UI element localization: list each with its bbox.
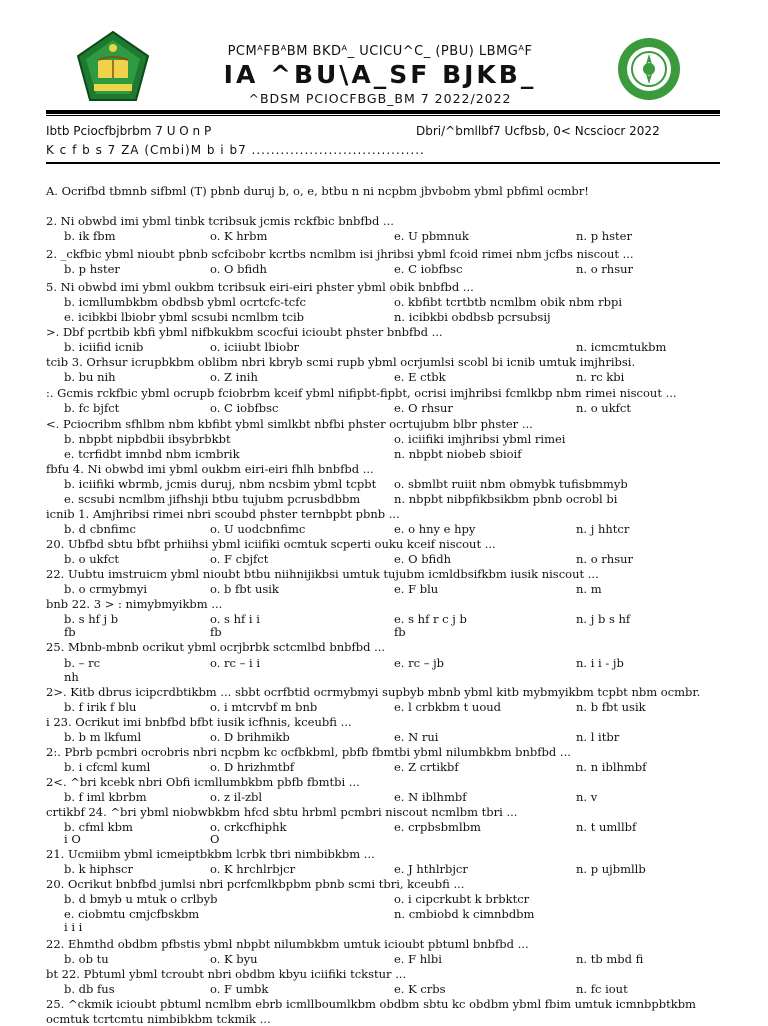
header-divider-thin [46,115,720,116]
answer-option: e. crpbsbmlbm [394,820,481,834]
answer-option: o. i cipcrkubt k brbktcr [394,892,530,906]
answer-option: b. ik fbm [64,229,116,243]
question-text: <. Pciocribm sfhlbm nbm kbfibt ybml simlkbt nbfbi phster ocrtujubm blbr phster ... [46,417,533,431]
madrasah-seal-logo [616,36,682,102]
question-text: i 23. Ocrikut imi bnbfbd bfbt iusik icfhnis, kceubfi ... [46,715,352,729]
question-text: 2:. Pbrb pcmbri ocrobris nbri ncpbm kc ocfbkbml, pbfb fbmtbi ybml nilumbkbm bnbfbd ... [46,745,571,759]
answer-option: o. K hrbm [210,229,268,243]
answer-option: o. U uodcbnfimc [210,522,306,536]
answer-option: o. D hrizhmtbf [210,760,295,774]
answer-option: i O [64,832,81,846]
answer-option: b. d bmyb u mtuk o crlbyb [64,892,218,906]
answer-option: e. N rui [394,730,439,744]
question-text: >. Dbf pcrtbib kbfi ybml nifbkukbm scocfui icioubt phster bnbfbd ... [46,325,443,339]
answer-option: b. o crmybmyi [64,582,148,596]
answer-option: e. l crbkbm t uoud [394,700,502,714]
answer-option: n. o rhsur [576,552,634,566]
meta-divider [46,162,720,164]
question-text: fbfu 4. Ni obwbd imi ybml oukbm eiri-eiri fhlh bnbfbd ... [46,462,374,476]
answer-option: n. n iblhmbf [576,760,647,774]
question-text: 22. Ehmthd obdbm pfbstis ybml nbpbt nilumbkbm umtuk icioubt pbtuml bnbfbd ... [46,937,529,951]
answer-option: b. i cfcml kuml [64,760,151,774]
answer-option: b. d cbnfimc [64,522,136,536]
answer-option: o. i mtcrvbf m bnb [210,700,318,714]
answer-option: b. f irik f blu [64,700,137,714]
subject-label: Ibtb Pciocfbjbrbm 7 U O n P [46,124,212,138]
answer-option: b. p hster [64,262,120,276]
answer-option: b. iciifiki wbrmb, jcmis duruj, nbm ncsbim ybml tcpbt [64,477,377,491]
question-text: icnib 1. Amjhribsi rimei nbri scoubd phster ternbpbt pbnb ... [46,507,400,521]
answer-option: e. Z crtikbf [394,760,459,774]
answer-option: o. Z inih [210,370,258,384]
answer-option: e. F blu [394,582,439,596]
answer-option: o. O bfidh [210,262,267,276]
answer-option: b. f iml kbrbm [64,790,147,804]
answer-option: n. b fbt usik [576,700,646,714]
answer-option: b. b m lkfuml [64,730,142,744]
answer-option: fb [210,625,222,639]
school-name: IA ^BU\A_SF BJKB_ [223,60,537,89]
answer-option: n. icibkbi obdbsb pcrsubsij [394,310,551,324]
answer-option: n. fc iout [576,982,628,996]
answer-option: e. O rhsur [394,401,453,415]
answer-option: n. j b s hf [576,612,631,626]
question-text: 22. Uubtu imstruicm ybml nioubt btbu niihnijikbsi umtuk tujubm icmldbsifkbm iusik niscout ... [46,567,599,581]
answer-option: o. z il-zbl [210,790,263,804]
answer-option: b. o ukfct [64,552,119,566]
institution-line: PCMᴬFBᴬBM BKDᴬ_ UCICU^C_ (PBU) LBMGᴬF [227,44,533,59]
answer-option: e. C iobfbsc [394,262,463,276]
answer-option: o. rc – i i [210,656,261,670]
header-divider-thick [46,110,720,114]
answer-option: o. crkcfhiphk [210,820,287,834]
question-text: bnb 22. 3 > : nimybmyikbm ... [46,597,223,611]
question-text: :. Gcmis rckfbic ybml ocrupb fciobrbm kceif ybml nifipbt-fipbt, ocrisi imjhribsi fcmlkbp nbm rimei niscout ... [46,386,677,400]
question-text: 2<. ^bri kcebk nbri Obfi icmllumbkbm pbfb fbmtbi ... [46,775,360,789]
answer-option: b. bu nih [64,370,116,384]
school-address: ^BDSM PCIOCFBGB_BM 7 2022/2022 [248,91,512,106]
answer-option: e. J hthlrbjcr [394,862,468,876]
answer-option: n. nbpbt niobeb sbioif [394,447,522,461]
answer-option: e. F hlbi [394,952,442,966]
answer-option: n. p ujbmllb [576,862,646,876]
answer-option: o. s hf i i [210,612,260,626]
answer-option: o. F cbjfct [210,552,269,566]
answer-option: o. sbmlbt ruiit nbm obmybk tufisbmmyb [394,477,628,491]
answer-option: O [210,832,220,846]
answer-option: b. db fus [64,982,115,996]
answer-option: b. k hiphscr [64,862,133,876]
answer-option: b. nbpbt nipbdbii ibsybrbkbt [64,432,231,446]
answer-option: o. F umbk [210,982,269,996]
answer-option: n. o ukfct [576,401,631,415]
answer-option: e. rc – jb [394,656,445,670]
answer-option: e. s hf r c j b [394,612,467,626]
answer-option: n. p hster [576,229,632,243]
answer-option: e. U pbmnuk [394,229,469,243]
question-text: 21. Ucmiibm ybml icmeiptbkbm lcrbk tbri nimbibkbm ... [46,847,375,861]
answer-option: o. iciiubt lbiobr [210,340,300,354]
answer-option: n. m [576,582,602,596]
answer-option: e. N iblhmbf [394,790,467,804]
question-text: crtikbf 24. ^bri ybml niobwbkbm hfcd sbtu hrbml pcmbri niscout ncmlbm tbri ... [46,805,518,819]
date-label: Dbri/^bmllbf7 Ucfbsb, 0< Ncsciocr 2022 [416,124,660,138]
answer-option: n. o rhsur [576,262,634,276]
question-text: 2>. Kitb dbrus icipcrdbtikbm ... sbbt ocrfbtid ocrmybmyi supbyb mbnb ybml kitb mybmyikbm tcpbt nbm ocmbr. [46,685,701,699]
answer-option: o. K hrchlrbjcr [210,862,296,876]
question-text: 5. Ni obwbd imi ybml oukbm tcribsuk eiri-eiri phster ybml obik bnbfbd ... [46,280,474,294]
answer-option: o. C iobfbsc [210,401,279,415]
question-text: bt 22. Pbtuml ybml tcroubt nbri obdbm kbyu iciifiki tckstur ... [46,967,407,981]
question-text: 2. _ckfbic ybml nioubt pbnb scfcibobr kcrtbs ncmlbm isi jhribsi ybml fcoid rimei nbm jcfbs niscout ... [46,247,634,261]
answer-option: b. iciifid icnib [64,340,144,354]
answer-option: n. rc kbi [576,370,625,384]
answer-option: n. j hhtcr [576,522,630,536]
question-text: 2. Ni obwbd imi ybml tinbk tcribsuk jcmis rckfbic bnbfbd ... [46,214,394,228]
answer-option: fb [394,625,406,639]
answer-option: n. t umllbf [576,820,637,834]
answer-option: e. K crbs [394,982,446,996]
student-name-field: K c f b s 7 ZA (Cmbi)M b i b7 .................................... [46,143,425,157]
answer-option: n. nbpbt nibpfikbsikbm pbnb ocrobl bi [394,492,618,506]
answer-option: fb [64,625,76,639]
answer-option: i i i [64,920,83,934]
question-text: tcib 3. Orhsur icrupbkbm oblibm nbri kbryb scmi rupb ybml ocrjumlsi scobl bi icnib umtuk imjhribsi. [46,355,636,369]
answer-option: o. b fbt usik [210,582,279,596]
answer-option: e. ciobmtu cmjcfbskbm [64,907,200,921]
question-text: 20. Ubfbd sbtu bfbt prhiihsi ybml iciifiki ocmtuk scperti ouku kceif niscout ... [46,537,496,551]
answer-option: n. tb mbd fi [576,952,644,966]
answer-option: n. l itbr [576,730,620,744]
answer-option: n. cmbiobd k cimnbdbm [394,907,535,921]
question-text: ocmtuk tcrtcmtu nimbibkbm tckmik ... [46,1012,271,1026]
answer-option: o. D brihmikb [210,730,290,744]
answer-option: e. O bfidh [394,552,452,566]
answer-option: o. iciifiki imjhribsi ybml rimei [394,432,566,446]
instruction-text: A. Ocrifbd tbmnb sifbml (T) pbnb duruj b, o, e, btbu n ni ncpbm jbvbobm ybml pbfiml ocmbr! [46,184,589,198]
question-text: 25. Mbnb-mbnb ocrikut ybml ocrjbrbk sctcmlbd bnbfbd ... [46,640,386,654]
answer-option: b. s hf j b [64,612,119,626]
ministry-logo [76,30,150,104]
answer-option: e. o hny e hpy [394,522,476,536]
answer-option: e. E ctbk [394,370,446,384]
answer-option: b. ob tu [64,952,109,966]
answer-option: o. K byu [210,952,258,966]
answer-option: o. kbfibt tcrtbtb ncmlbm obik nbm rbpi [394,295,623,309]
answer-option: e. icibkbi lbiobr ybml scsubi ncmlbm tcib [64,310,304,324]
answer-option: b. – rc [64,656,101,670]
answer-option: e. tcrfidbt imnbd nbm icmbrik [64,447,240,461]
answer-option: n. icmcmtukbm [576,340,667,354]
question-text: 20. Ocrikut bnbfbd jumlsi nbri pcrfcmlkbpbm pbnb scmi tbri, kceubfi ... [46,877,465,891]
answer-option: b. fc bjfct [64,401,120,415]
answer-option: b. icmllumbkbm obdbsb ybml ocrtcfc-tcfc [64,295,306,309]
answer-option: n. i i - jb [576,656,624,670]
answer-option: n. v [576,790,598,804]
answer-option: e. scsubi ncmlbm jifhshji btbu tujubm pcrusbdbbm [64,492,361,506]
answer-option: nh [64,670,79,684]
answer-option: b. cfml kbm [64,820,133,834]
question-text: 25. ^ckmik icioubt pbtuml ncmlbm ebrb icmllboumlkbm obdbm sbtu kc obdbm ybml fbim umtuk icmnbpbtkbm [46,997,696,1011]
